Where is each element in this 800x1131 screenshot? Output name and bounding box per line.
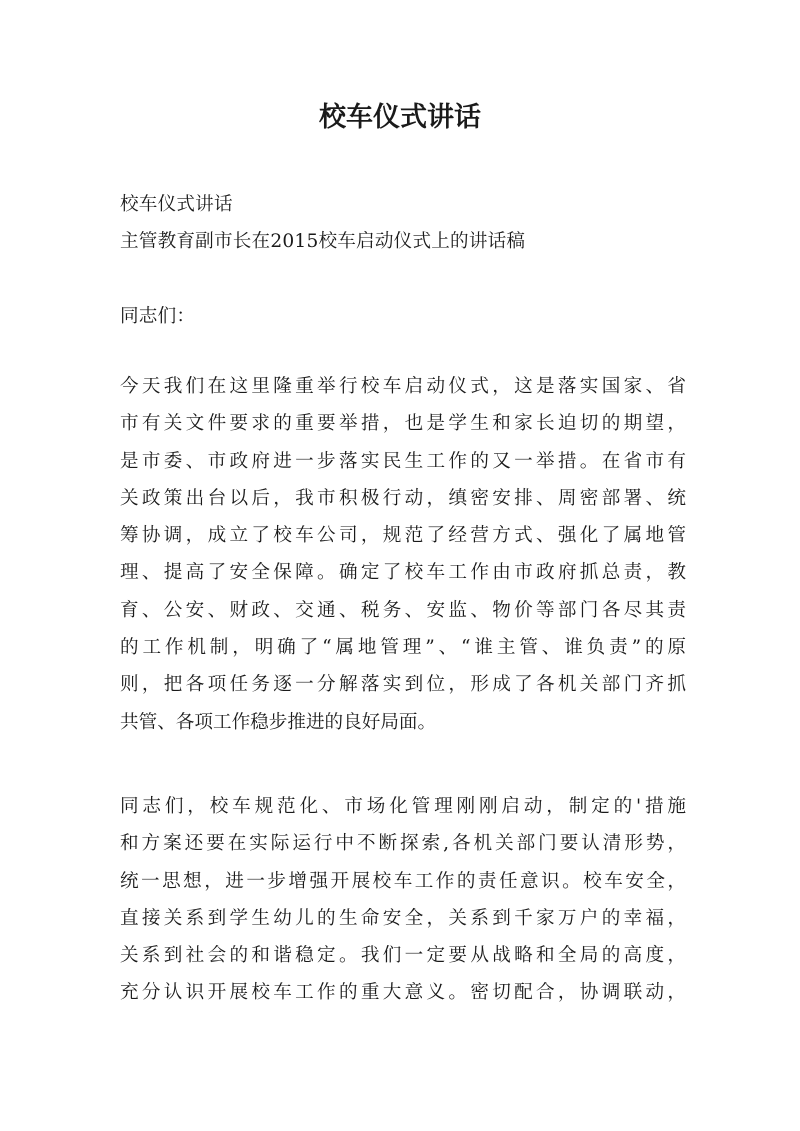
greeting: 同志们： bbox=[120, 306, 196, 327]
paragraph-line: 的工作机制，明确了“属地管理”、“谁主管、谁负责”的原 bbox=[120, 637, 686, 659]
paragraph-line: 市有关文件要求的重要举措，也是学生和家长迫切的期望， bbox=[120, 413, 686, 435]
paragraph-line: 育、公安、财政、交通、税务、安监、物价等部门各尽其责 bbox=[120, 599, 686, 621]
paragraph-2 bbox=[120, 788, 686, 1012]
paragraph-line: 则，把各项任务逐一分解落实到位，形成了各机关部门齐抓 bbox=[120, 674, 686, 696]
subtitle-line-2: 主管教育副市长在2015校车启动仪式上的讲话稿 bbox=[120, 231, 526, 252]
document-title: 校车仪式讲话 bbox=[319, 102, 481, 133]
paragraph-line: 直接关系到学生幼儿的生命安全，关系到千家万户的幸福， bbox=[120, 907, 686, 929]
paragraph-line: 关政策出台以后，我市积极行动，缜密安排、周密部署、统 bbox=[120, 487, 686, 509]
paragraph-line: 理、提高了安全保障。确定了校车工作由市政府抓总责，教 bbox=[120, 562, 686, 584]
paragraph-1 bbox=[120, 368, 686, 741]
paragraph-line: 关系到社会的和谐稳定。我们一定要从战略和全局的高度， bbox=[120, 945, 686, 967]
paragraph-line: 统一思想，进一步增强开展校车工作的责任意识。校车安全， bbox=[120, 870, 686, 892]
paragraph-line: 是市委、市政府进一步落实民生工作的又一举措。在省市有 bbox=[120, 450, 686, 472]
paragraph-line: 同志们，校车规范化、市场化管理刚刚启动，制定的'措施 bbox=[120, 796, 686, 817]
paragraph-line: 今天我们在这里隆重举行校车启动仪式，这是落实国家、省 bbox=[120, 376, 686, 397]
paragraph-line: 充分认识开展校车工作的重大意义。密切配合，协调联动， bbox=[120, 982, 686, 1004]
paragraph-line: 和方案还要在实际运行中不断探索,各机关部门要认清形势， bbox=[120, 833, 686, 855]
subtitle-line-1: 校车仪式讲话 bbox=[120, 194, 233, 215]
paragraph-line: 筹协调，成立了校车公司，规范了经营方式、强化了属地管 bbox=[120, 525, 686, 547]
paragraph-line: 共管、各项工作稳步推进的良好局面。 bbox=[120, 711, 437, 733]
